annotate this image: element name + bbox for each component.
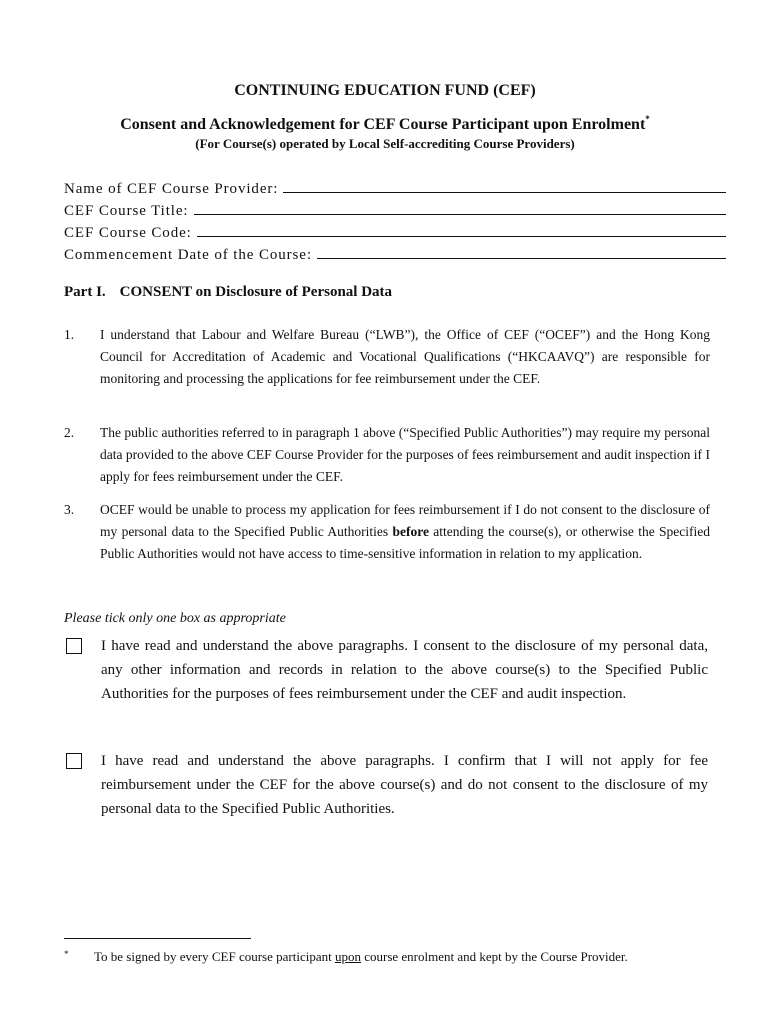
course-code-input-line[interactable] xyxy=(197,222,726,237)
commencement-date-label: Commencement Date of the Course: xyxy=(64,247,312,263)
commencement-date-field xyxy=(64,244,726,264)
emphasis-before: before xyxy=(392,524,429,539)
subtitle-text: Consent and Acknowledgement for CEF Course Participant upon Enrolment xyxy=(120,116,646,133)
paragraph-2 xyxy=(64,422,710,488)
tick-instruction: Please tick only one box as appropriate xyxy=(64,611,286,626)
part-title: CONSENT on Disclosure of Personal Data xyxy=(119,284,393,300)
commencement-date-input-line[interactable] xyxy=(317,244,726,259)
decline-checkbox[interactable] xyxy=(66,753,82,769)
paragraph-number: 3. xyxy=(64,502,75,517)
footnote-text-part: To be signed by every CEF course participant xyxy=(94,949,335,964)
consent-option-text: I have read and understand the above paragraphs. I consent to the disclosure of my personal data, any other information and records in relation to the above course(s) to the Specified Public Authorities for the purposes of fees reimbursement under the CEF and audit inspection. xyxy=(101,638,708,702)
consent-option xyxy=(64,634,708,706)
course-title-label: CEF Course Title: xyxy=(64,203,189,219)
document-subtitle xyxy=(0,114,770,134)
course-title-field xyxy=(64,200,726,220)
paragraph-text-part: OCEF would be unable to process my application for fees reimbursement if I do not consent to the disclosure of my personal data to the Specified Public Authorities xyxy=(100,502,710,539)
provider-name-label: Name of CEF Course Provider: xyxy=(64,181,279,197)
decline-option xyxy=(64,749,708,821)
document-subnote: (For Course(s) operated by Local Self-accrediting Course Providers) xyxy=(195,136,575,151)
paragraph-text: The public authorities referred to in paragraph 1 above (“Specified Public Authorities”) may require my personal data provided to the above CEF Course Provider for the purposes of fees reimbursement and audit inspection if I apply for fees reimbursement under the CEF. xyxy=(100,425,710,484)
paragraph-text-part: attending the course(s), or otherwise the Specified Public Authorities would not have access to time-sensitive information in relation to my application. xyxy=(100,524,710,561)
footnote-text xyxy=(94,948,684,965)
paragraph-number: 1. xyxy=(64,327,75,342)
footnote xyxy=(64,948,684,965)
paragraph-3 xyxy=(64,499,710,565)
footnote-reference-mark: * xyxy=(645,114,650,124)
paragraph-text xyxy=(100,499,710,565)
part-number: Part I. xyxy=(64,284,106,300)
course-code-label: CEF Course Code: xyxy=(64,225,192,241)
provider-name-field xyxy=(64,178,726,198)
footnote-text-part: course enrolment and kept by the Course Provider. xyxy=(360,949,628,964)
course-code-field xyxy=(64,222,726,242)
decline-option-text: I have read and understand the above paragraphs. I confirm that I will not apply for fee reimbursement under the CEF for the above course(s) and do not consent to the disclosure of my personal data to the Specified Public Authorities. xyxy=(101,753,708,817)
provider-name-input-line[interactable] xyxy=(283,178,726,193)
consent-checkbox[interactable] xyxy=(66,638,82,654)
paragraph-text: I understand that Labour and Welfare Bureau (“LWB”), the Office of CEF (“OCEF”) and the Hong Kong Council for Accreditation of Academic and Vocational Qualifications (“HKCAAVQ”) are responsible for monitoring and processing the applications for fee reimbursement under the CEF. xyxy=(100,327,710,386)
footnote-emphasis-upon: upon xyxy=(334,949,361,964)
document-title: CONTINUING EDUCATION FUND (CEF) xyxy=(234,82,536,99)
paragraph-1 xyxy=(64,324,710,390)
footnote-mark: * xyxy=(64,949,69,959)
footnote-divider xyxy=(64,938,251,939)
paragraph-number: 2. xyxy=(64,425,75,440)
course-title-input-line[interactable] xyxy=(194,200,727,215)
part-heading xyxy=(64,284,392,301)
